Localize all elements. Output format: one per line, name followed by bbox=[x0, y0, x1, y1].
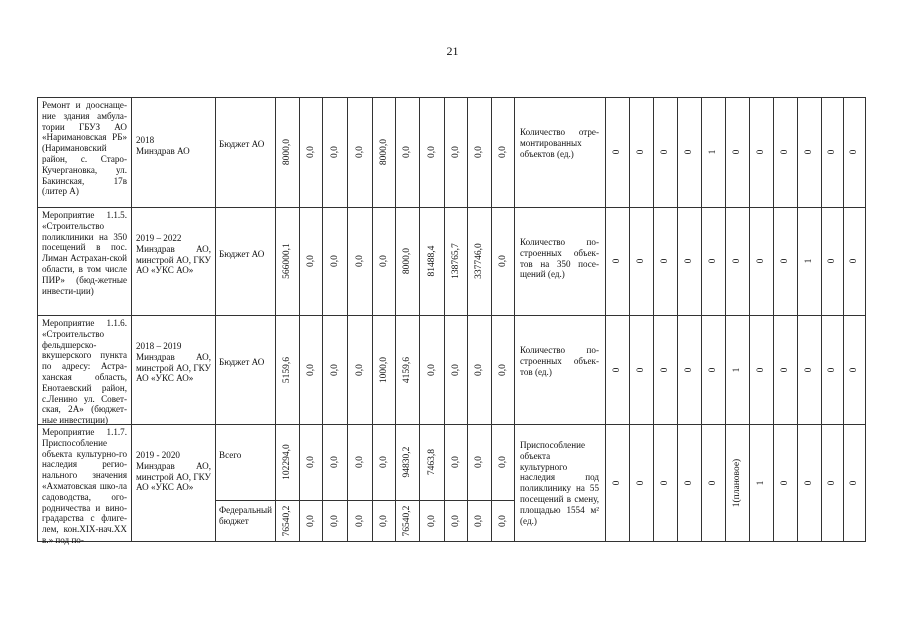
row-period-executor: 2018 – 2019 Минздрав АО, минстрой АО, ГКУ АО «УКС АО» bbox=[136, 341, 211, 384]
funding-value: 0,0 bbox=[497, 255, 508, 267]
funding-value: 0,0 bbox=[305, 456, 316, 468]
funding-value: 8000,0 bbox=[378, 138, 389, 166]
funding-value: 337746,0 bbox=[474, 243, 484, 279]
row-funding-source: Всего bbox=[219, 450, 242, 460]
funding-value: 0,0 bbox=[474, 514, 484, 527]
funding-value: 0,0 bbox=[354, 456, 365, 468]
funding-value: 94830,2 bbox=[402, 446, 412, 478]
target-value: 0 bbox=[612, 149, 622, 155]
target-value: 0 bbox=[684, 480, 694, 485]
table-vline bbox=[395, 97, 396, 541]
funding-value: 8000,0 bbox=[402, 247, 412, 275]
table-vline bbox=[653, 97, 654, 541]
program-table bbox=[37, 97, 865, 545]
table-vline bbox=[725, 97, 726, 541]
target-value: 0 bbox=[780, 367, 790, 372]
table-vline bbox=[701, 97, 702, 541]
table-vline bbox=[444, 97, 445, 541]
funding-value: 0,0 bbox=[497, 146, 508, 158]
table-vline bbox=[37, 97, 38, 541]
row-description: Мероприятие 1.1.5. «Строительство поликлиники на 350 посещений в пос. Лиман Астрахан-ской области, в том числе ПИР» (бюд-жетные инвести-ции) bbox=[42, 210, 127, 296]
table-vline bbox=[605, 97, 606, 541]
table-vline bbox=[749, 97, 750, 541]
table-vline bbox=[215, 97, 216, 541]
target-value: 0 bbox=[804, 149, 814, 155]
table-hline bbox=[37, 315, 866, 316]
funding-value: 0,0 bbox=[497, 456, 508, 468]
target-value: 0 bbox=[849, 480, 859, 485]
target-value: 0 bbox=[612, 367, 622, 372]
funding-value: 0,0 bbox=[354, 363, 365, 376]
funding-value: 1000,0 bbox=[378, 356, 389, 383]
funding-value: 0,0 bbox=[329, 363, 340, 376]
target-value: 0 bbox=[708, 367, 718, 372]
row-funding-source: Бюджет АО bbox=[219, 139, 265, 149]
funding-value: 0,0 bbox=[450, 146, 461, 158]
table-hline bbox=[37, 541, 866, 542]
table-hline bbox=[37, 97, 866, 98]
target-value: 0 bbox=[849, 258, 859, 264]
target-value: 0 bbox=[756, 367, 766, 372]
target-value: 0 bbox=[804, 480, 814, 485]
funding-value: 0,0 bbox=[474, 146, 484, 158]
table-hline bbox=[215, 500, 515, 501]
target-value: 0 bbox=[684, 149, 694, 155]
target-value: 1(плановое) bbox=[732, 458, 742, 507]
row-indicator: Количество по-строенных объек-тов (ед.) bbox=[520, 345, 599, 377]
target-value: 0 bbox=[827, 149, 837, 155]
row-period-executor: 2018 Минздрав АО bbox=[136, 135, 190, 156]
target-value: 0 bbox=[684, 367, 694, 372]
target-value: 0 bbox=[636, 480, 646, 485]
funding-value: 0,0 bbox=[497, 363, 508, 376]
table-vline bbox=[419, 97, 420, 541]
target-value: 0 bbox=[756, 149, 766, 155]
target-value: 0 bbox=[660, 367, 670, 372]
funding-value: 0,0 bbox=[329, 146, 340, 158]
target-value: 0 bbox=[780, 480, 790, 485]
funding-value: 0,0 bbox=[305, 255, 316, 267]
funding-value: 0,0 bbox=[474, 456, 484, 468]
table-vline bbox=[491, 97, 492, 541]
row-description: Ремонт и дооснаще-ние здания амбула-тории ГБУЗ АО «Наримановская РБ» (Наримановский район, с. Старо-Кучергановка, ул. Бакинская, 17в (литер А) bbox=[42, 100, 127, 197]
target-value: 0 bbox=[780, 149, 790, 155]
funding-value: 102294,0 bbox=[282, 444, 292, 480]
funding-value: 0,0 bbox=[329, 456, 340, 468]
target-value: 0 bbox=[612, 480, 622, 485]
target-value: 0 bbox=[827, 480, 837, 485]
funding-value: 8000,0 bbox=[282, 138, 292, 166]
row-indicator: Количество по-строенных объек-тов на 350 посе-щений (ед.) bbox=[520, 237, 599, 280]
funding-value: 76540,2 bbox=[402, 505, 412, 536]
funding-value: 0,0 bbox=[305, 146, 316, 158]
funding-value: 0,0 bbox=[329, 255, 340, 267]
table-vline bbox=[322, 97, 323, 541]
target-value: 0 bbox=[756, 258, 766, 264]
funding-value: 7463,8 bbox=[426, 448, 437, 476]
table-vline bbox=[514, 97, 515, 541]
funding-value: 0,0 bbox=[402, 146, 412, 158]
funding-value: 0,0 bbox=[378, 514, 389, 527]
target-value: 1 bbox=[708, 149, 718, 155]
table-vline bbox=[372, 97, 373, 541]
funding-value: 0,0 bbox=[426, 146, 437, 158]
target-value: 1 bbox=[756, 480, 766, 485]
target-value: 0 bbox=[849, 149, 859, 155]
funding-value: 138765,7 bbox=[450, 243, 461, 279]
funding-value: 0,0 bbox=[354, 146, 365, 158]
target-value: 0 bbox=[660, 480, 670, 485]
funding-value: 4159,6 bbox=[402, 356, 412, 383]
row-funding-source: Бюджет АО bbox=[219, 249, 265, 259]
target-value: 0 bbox=[684, 258, 694, 264]
target-value: 0 bbox=[636, 149, 646, 155]
table-vline bbox=[629, 97, 630, 541]
funding-value: 0,0 bbox=[474, 363, 484, 376]
row-indicator: Приспособление объекта культурного наследия под поликлинику на 55 посещений в смену, площадью 1554 м² (ед.) bbox=[520, 440, 599, 526]
table-vline bbox=[347, 97, 348, 541]
table-vline bbox=[821, 97, 822, 541]
row-indicator: Количество отре-монтированных объектов (ед.) bbox=[520, 127, 599, 159]
target-value: 1 bbox=[804, 258, 814, 264]
funding-value: 0,0 bbox=[450, 363, 461, 376]
table-vline bbox=[131, 97, 132, 541]
funding-value: 0,0 bbox=[354, 255, 365, 267]
target-value: 0 bbox=[732, 258, 742, 264]
target-value: 0 bbox=[780, 258, 790, 264]
row-period-executor: 2019 – 2022 Минздрав АО, минстрой АО, ГКУ АО «УКС АО» bbox=[136, 233, 211, 276]
funding-value: 0,0 bbox=[354, 514, 365, 527]
funding-value: 0,0 bbox=[329, 514, 340, 527]
target-value: 0 bbox=[708, 480, 718, 485]
row-funding-source: Бюджет АО bbox=[219, 357, 265, 367]
table-vline bbox=[773, 97, 774, 541]
target-value: 0 bbox=[804, 367, 814, 372]
funding-value: 566000,1 bbox=[282, 243, 292, 279]
target-value: 0 bbox=[660, 149, 670, 155]
row-funding-source: Федеральный бюджет bbox=[219, 505, 272, 526]
target-value: 0 bbox=[708, 258, 718, 264]
funding-value: 0,0 bbox=[305, 363, 316, 376]
target-value: 0 bbox=[849, 367, 859, 372]
table-vline bbox=[843, 97, 844, 541]
table-vline bbox=[299, 97, 300, 541]
funding-value: 0,0 bbox=[426, 514, 437, 527]
funding-value: 0,0 bbox=[450, 456, 461, 468]
funding-value: 5159,6 bbox=[282, 356, 292, 383]
target-value: 0 bbox=[827, 258, 837, 264]
table-hline bbox=[37, 424, 866, 425]
target-value: 0 bbox=[612, 258, 622, 264]
funding-value: 0,0 bbox=[450, 514, 461, 527]
target-value: 0 bbox=[636, 367, 646, 372]
table-vline bbox=[797, 97, 798, 541]
funding-value: 0,0 bbox=[378, 255, 389, 267]
row-description: Мероприятие 1.1.7. Приспособление объекта культурно-го наследия регио-нального значения «Ахматовская шко-ла садоводства, ого-родничества и вино-градарства с флиге-лем, кон.XIX-нач.XX в.» под по- bbox=[42, 427, 127, 545]
funding-value: 0,0 bbox=[426, 363, 437, 376]
funding-value: 0,0 bbox=[497, 514, 508, 527]
funding-value: 0,0 bbox=[378, 456, 389, 468]
funding-value: 81488,4 bbox=[426, 245, 437, 277]
target-value: 0 bbox=[636, 258, 646, 264]
target-value: 0 bbox=[827, 367, 837, 372]
table-vline bbox=[865, 97, 866, 541]
row-period-executor: 2019 - 2020 Минздрав АО, минстрой АО, ГКУ АО «УКС АО» bbox=[136, 450, 211, 493]
funding-value: 76540,2 bbox=[282, 505, 292, 536]
target-value: 0 bbox=[660, 258, 670, 264]
page-number: 21 bbox=[446, 44, 459, 58]
table-vline bbox=[467, 97, 468, 541]
table-vline bbox=[275, 97, 276, 541]
target-value: 1 bbox=[732, 367, 742, 372]
funding-value: 0,0 bbox=[305, 514, 316, 527]
target-value: 0 bbox=[732, 149, 742, 155]
row-description: Мероприятие 1.1.6. «Строительство фельдшерско-вкушерского пункта по адресу: Астра-ханская область, Енотаевский район, с.Ленино ул. Совет-ская, 2А» (бюджет-ные инвестиции) bbox=[42, 318, 127, 426]
table-vline bbox=[677, 97, 678, 541]
